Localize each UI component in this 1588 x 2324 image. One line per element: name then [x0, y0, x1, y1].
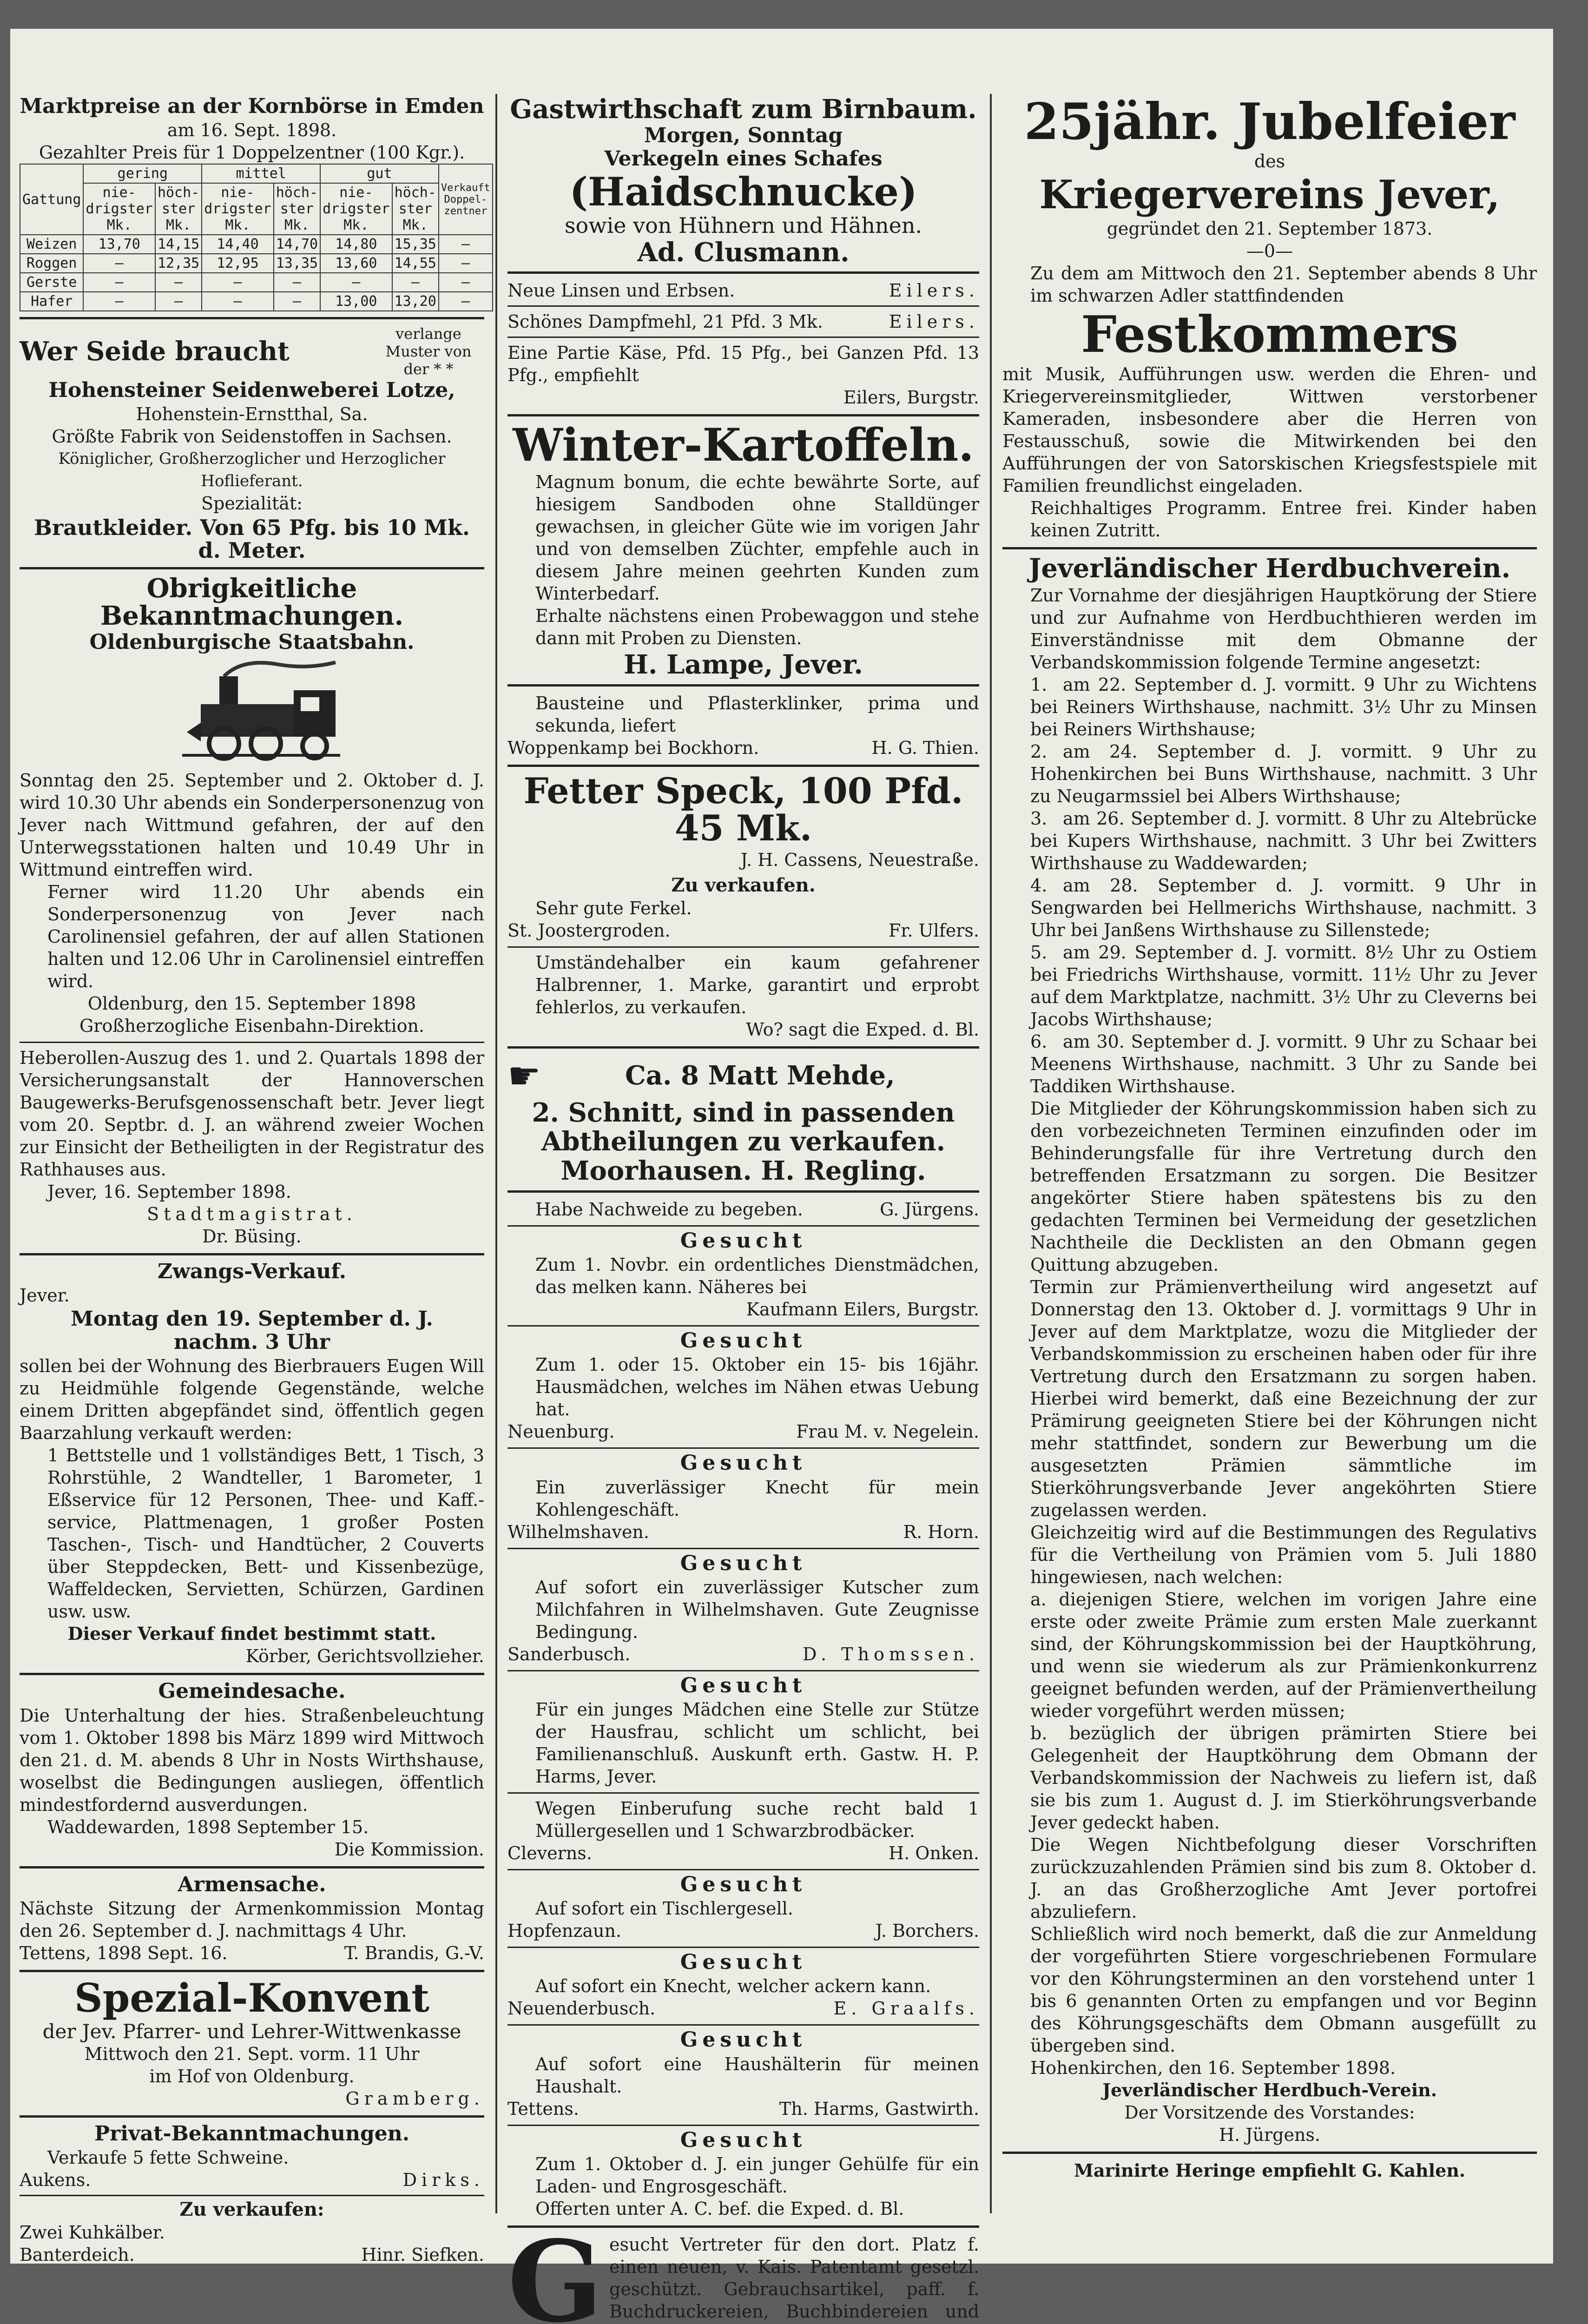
wanted-title: Gesucht: [680, 1229, 807, 1253]
silk-line: Königlicher, Großherzoglicher und Herzoglicher Hoflieferant.: [58, 449, 446, 491]
forced-sale-place: Jever.: [20, 1285, 70, 1306]
jubilee-title: 25jähr. Jubelfeier: [1024, 92, 1516, 151]
divider: [507, 1225, 979, 1227]
table-cell: —: [274, 292, 320, 311]
piglets-place: St. Joostergroden.: [507, 920, 671, 941]
birnbaum-title: Gastwirthschaft zum Birnbaum.: [510, 94, 977, 125]
term-text: am 29. September d. J. vormitt. 8½ Uhr zu Ostiem bei Friedrichs Wirthshause, vormitt. 11½ Uhr zu Jever auf dem Marktplatze, nachmitt. 3½ Uhr zu Cleverns bei Jacobs Wirthshause;: [1030, 942, 1537, 1030]
community-title: Gemeindesache.: [158, 1679, 346, 1703]
table-cell: —: [202, 292, 274, 311]
jubilee-paragraph: Zu dem am Mittwoch den 21. September abends 8 Uhr im schwarzen Adler stattfindenden: [1030, 263, 1537, 306]
divider: [507, 1792, 979, 1794]
wanted-signature: E. Graalfs.: [833, 1998, 979, 2019]
wanted-advert: [507, 1874, 979, 1942]
term-number: 2.: [1030, 741, 1048, 762]
pasture-line: Habe Nachweide zu begeben.: [535, 1199, 803, 1220]
wanted-title: Gesucht: [680, 2028, 807, 2052]
herdbook-signature: Jeverländischer Herdbuch-Verein.: [1102, 2079, 1437, 2100]
table-cell: —: [83, 273, 155, 292]
term-number: 5.: [1030, 942, 1048, 963]
private-signature: Dirks.: [402, 2170, 484, 2191]
table-cell: —: [83, 254, 155, 273]
wanted-title: Gesucht: [680, 1329, 807, 1353]
table-cell: —: [202, 273, 274, 292]
bacon-signature: J. H. Cassens, Neuestraße.: [740, 849, 979, 870]
private-place: Aukens.: [20, 2170, 91, 2191]
wanted-title: Gesucht: [680, 1673, 807, 1697]
piglets-title: Zu verkaufen.: [671, 874, 816, 896]
herdbook-paragraph: Gleichzeitig wird auf die Bestimmungen des Regulativs für die Vertheilung von Prämien vom 5. Juli 1880 hingewiesen, nach welchen:: [1030, 1522, 1537, 1587]
wanted-title: Gesucht: [680, 1551, 807, 1575]
jubilee-paragraph: mit Musik, Aufführungen usw. werden die Ehren- und Kriegervereinsmitglieder, Wittwen verstorbener Kameraden, insbesondere aber die Herren von Festausschuß, sowie die Mitwirkenden bei den Aufführungen der von Satorskischen Kriegsfestspiele mit Familien freundlichst eingeladen.: [1002, 363, 1537, 496]
table-cell: 13,00: [320, 292, 392, 311]
bicycle-paragraph: Umständehalber ein kaum gefahrener Halbrenner, 1. Marke, garantirt und erprobt fehlerlos, zu verkaufen.: [535, 952, 979, 1017]
divider: [507, 684, 979, 687]
silk-advert: [20, 325, 484, 561]
community-date: Waddewarden, 1898 September 15.: [47, 1816, 369, 1837]
column-rule-1: [495, 94, 497, 2213]
heberollen-signature: Dr. Büsing.: [202, 1226, 302, 1247]
wanted-reference: Offerten unter A. C. bef. die Exped. d. Bl.: [535, 2198, 904, 2219]
wanted-paragraph: Zum 1. oder 15. Oktober ein 15- bis 16jähr. Hausmädchen, welches im Nähen etwas Uebung hat.: [535, 1354, 979, 1420]
herdbook-date: Hohenkirchen, den 16. September 1898.: [1030, 2057, 1396, 2078]
wanted-advert: [507, 1452, 979, 1543]
table-cell: Roggen: [20, 254, 83, 273]
term-number: 4.: [1030, 875, 1048, 896]
silk-title: Wer Seide braucht: [20, 336, 290, 367]
column-rule-2: [990, 94, 992, 2213]
forced-sale-paragraph: sollen bei der Wohnung des Bierbrauers Eugen Will zu Heidmühle folgende Gegenstände, welche einem Dritten abgepfändet sind, öffentlich gegen Baarzahlung verkauft werden:: [20, 1356, 484, 1444]
divider: [507, 2125, 979, 2126]
column-3: [1002, 94, 1537, 2186]
table-cell: 14,70: [274, 235, 320, 254]
bicycle-advert: [507, 951, 979, 1041]
private-notices-title: Privat-Bekanntmachungen.: [94, 2121, 410, 2146]
jubilee-paragraph: Reichhaltiges Programm. Entree frei. Kinder haben keinen Zutritt.: [1030, 497, 1537, 541]
eilers-signature: Eilers.: [889, 280, 979, 301]
wanted-signature: D. Thomssen.: [802, 1644, 979, 1664]
convent-line: im Hof von Oldenburg.: [149, 2066, 355, 2086]
herdbook-clause: b. bezüglich der übrigen prämirten Stiere bei Gelegenheit der Hauptköhrung dem Obmann der Verbandskommission der Nachweis zu liefern ist, daß sie bis zum 1. August d. J. im Stierköhrungsverbande Jever gedeckt haben.: [1030, 1723, 1537, 1833]
wanted-signature: Th. Harms, Gastwirth.: [779, 2098, 979, 2119]
divider: [507, 1869, 979, 1870]
eilers-item: Schönes Dampfmehl, 21 Pfd. 3 Mk.: [507, 311, 823, 332]
table-cell: 15,35: [392, 235, 439, 254]
herdbook-signature: H. Jürgens.: [1219, 2124, 1321, 2145]
official-notices-title: Obrigkeitliche Bekanntmachungen.: [100, 573, 404, 631]
private-line: Verkaufe 5 fette Schweine.: [47, 2147, 289, 2168]
divider: [507, 1190, 979, 1193]
piglets-line: Sehr gute Ferkel.: [535, 898, 692, 918]
poor-relief-signature: T. Brandis, G.-V.: [344, 1942, 484, 1963]
divider: [20, 1042, 484, 1043]
potato-signature: H. Lampe, Jever.: [624, 649, 863, 680]
bacon-title: Fetter Speck, 100 Pfd. 45 Mk.: [523, 770, 963, 849]
wanted-signature: H. Onken.: [889, 1842, 979, 1863]
wanted-signature: Frau M. v. Negelein.: [796, 1421, 979, 1442]
silk-headline: Brautkleider. Von 65 Pfg. bis 10 Mk. d. Meter.: [34, 515, 470, 563]
table-subheader: nie-drigster Mk.: [202, 183, 274, 235]
herdbook-paragraph: Schließlich wird noch bemerkt, daß die zur Anmeldung der vorgeführten Stiere vorgeschriebenen Formulare vor den Köhrungsterminen an den vorstehend unter 1 bis 6 genannten Orten zu empfangen und vor Beginn des Köhrungsgeschäfts dem Obmann ausgefüllt zu übergeben sind.: [1030, 1923, 1537, 2056]
meadow-signature: Moorhausen. H. Regling.: [560, 1155, 926, 1187]
table-row: [20, 254, 493, 273]
bricks-paragraph: Bausteine und Pflasterklinker, prima und sekunda, liefert: [535, 693, 979, 736]
table-header: Gattung: [20, 164, 83, 235]
community-signature: Die Kommission.: [334, 1839, 484, 1860]
community-paragraph: Die Unterhaltung der hies. Straßenbeleuchtung vom 1. Oktober 1898 bis März 1899 wird Mittwoch den 21. d. M. abends 8 Uhr in Nosts Wirthshause, woselbst die Bedingungen ausliegen, öffentlich mindestfordernd ausverdungen.: [20, 1705, 484, 1815]
divider: [507, 271, 979, 274]
wanted-signature: J. Borchers.: [875, 1921, 979, 1941]
herdbook-title: Jeverländischer Herdbuchverein.: [1028, 553, 1511, 584]
eilers-adverts: [507, 279, 979, 409]
convent-signature: Gramberg.: [345, 2088, 484, 2109]
wanted-advert: [507, 1675, 979, 1788]
divider: [20, 2115, 484, 2118]
silk-side-note: verlange Muster von der * *: [385, 325, 472, 378]
wanted-paragraph: Zum 1. Oktober d. J. ein junger Gehülfe für ein Laden- und Engrosgeschäft.: [535, 2153, 979, 2197]
bricks-place: Woppenkamp bei Bockhorn.: [507, 738, 759, 759]
divider: [507, 765, 979, 767]
bricks-advert: [507, 692, 979, 759]
table-cell: Gerste: [20, 273, 83, 292]
divider: [1002, 547, 1537, 549]
divider: [1002, 2152, 1537, 2154]
meadow-line: Abtheilungen zu verkaufen.: [541, 1126, 946, 1157]
wanted-place: Wilhelmshaven.: [507, 1521, 649, 1542]
market-prices-notice: [20, 94, 490, 311]
market-prices-title: Marktpreise an der Kornbörse in Emden: [20, 94, 484, 118]
for-sale-signature: Hinr. Siefken.: [361, 2245, 484, 2265]
term-number: 6.: [1030, 1031, 1048, 1052]
jubilee-advert: [1002, 92, 1537, 541]
wanted-place: Sanderbusch.: [507, 1644, 631, 1664]
wanted-place: Hopfenzaun.: [507, 1921, 622, 1941]
herdbook-paragraph: Zur Vornahme der diesjährigen Hauptkörung der Stiere und zur Aufnahme von Herdbuchthieren werden im Einverständnisse mit dem Obmanne der Verbandskommission folgende Termine angesetzt:: [1030, 585, 1537, 673]
market-prices-table: [20, 164, 493, 311]
table-cell: Weizen: [20, 235, 83, 254]
herdbook-paragraph: Termin zur Prämienvertheilung wird angesetzt auf Donnerstag den 13. Oktober d. J. vormittags 9 Uhr in Jever auf dem Marktplatze, wozu die Mitglieder der Verbandskommission zu erscheinen haben oder für ihre Vertretung durch den Ersatzmann zu sorgen haben. Hierbei wird bemerkt, daß eine Bezeichnung der zur Prämirung geeigneten Stiere bei der Köhrungen nicht mehr stattfindet, sondern zur Bewerbung um die ausgesetzten Prämien sämmtliche im Stierköhrungsverbande Jever angeköhrten Stiere zugelassen werden.: [1030, 1276, 1537, 1520]
poor-relief-title: Armensache.: [178, 1872, 326, 1896]
divider: [20, 1866, 484, 1868]
table-header: mittel: [202, 164, 320, 183]
convent-title: Spezial-Konvent: [74, 1974, 430, 2021]
poor-relief-date: Tettens, 1898 Sept. 16.: [20, 1942, 228, 1963]
table-cell: —: [83, 292, 155, 311]
for-sale-title: Zu verkaufen:: [179, 2199, 324, 2221]
table-cell: 14,40: [202, 235, 274, 254]
jubilee-club: Kriegervereins Jever,: [1039, 172, 1500, 218]
wanted-paragraph: Zum 1. Novbr. ein ordentliches Dienstmädchen, das melken kann. Näheres bei: [535, 1254, 979, 1298]
herdbook-term: [1030, 807, 1537, 874]
divider: [507, 305, 979, 307]
wanted-paragraph: Auf sofort eine Haushälterin für meinen Haushalt.: [535, 2053, 979, 2097]
herring-line: Marinirte Heringe empfiehlt G. Kahlen.: [1074, 2159, 1466, 2181]
forced-sale-title: Zwangs-Verkauf.: [157, 1259, 347, 1283]
potato-title: Winter-Kartoffeln.: [513, 419, 974, 472]
railway-title: Oldenburgische Staatsbahn.: [89, 630, 415, 654]
table-cell: —: [320, 273, 392, 292]
divider: [20, 1970, 484, 1972]
term-number: 3.: [1030, 808, 1048, 829]
divider: [507, 1447, 979, 1449]
wanted-place: Neuenderbusch.: [507, 1998, 656, 2019]
column-2: [507, 94, 979, 2324]
table-cell: —: [439, 254, 493, 273]
wanted-paragraph: Für ein junges Mädchen eine Stelle zur Stütze der Hausfrau, schlicht um schlicht, bei Familienanschluß. Auskunft erth. Gastw. H. P. Harms, Jever.: [535, 1699, 979, 1787]
divider: [507, 946, 979, 948]
forced-sale-bold: Dieser Verkauf findet bestimmt statt.: [67, 1623, 436, 1644]
market-prices-date: am 16. Sept. 1898.: [167, 120, 337, 141]
table-row: [20, 292, 493, 311]
table-subheader: nie-drigster Mk.: [83, 183, 155, 235]
wanted-paragraph: Ein zuverlässiger Knecht für mein Kohlengeschäft.: [535, 1477, 979, 1520]
piglets-advert: [507, 876, 979, 942]
table-header: gering: [83, 164, 202, 183]
divider: [20, 567, 484, 569]
private-notices: [20, 2123, 484, 2266]
table-row: [20, 235, 493, 254]
meadow-line: 2. Schnitt, sind in passenden: [532, 1097, 955, 1128]
table-cell: 13,70: [83, 235, 155, 254]
birnbaum-line: Morgen, Sonntag: [644, 123, 843, 147]
table-cell: —: [155, 273, 202, 292]
jubilee-separator: —0—: [1246, 240, 1293, 261]
divider: [507, 1670, 979, 1671]
market-prices-subtitle: Gezahlter Preis für 1 Doppelzentner (100 Kgr.).: [39, 142, 465, 163]
eilers-item: Neue Linsen und Erbsen.: [507, 280, 735, 301]
wanted-paragraph: Auf sofort ein Tischlergesell.: [535, 1898, 793, 1919]
convent-notice: [20, 1974, 484, 2110]
poor-relief-notice: [20, 1874, 484, 1964]
bicycle-reference: Wo? sagt die Exped. d. Bl.: [746, 1019, 979, 1040]
divider: [507, 1325, 979, 1327]
potato-paragraph: Magnum bonum, die echte bewährte Sorte, auf hiesigem Sandboden ohne Stalldünger gewachsen, in gleicher Güte wie im vorigen Jahr und von demselben Züchter, empfehle auch in diesem Jahre meinen geehrten Kunden zum Winterbedarf.: [535, 472, 979, 604]
wanted-place: Tettens.: [507, 2098, 579, 2119]
divider: [507, 1046, 979, 1049]
official-notices: [20, 575, 484, 1037]
jubilee-founded: gegründet den 21. September 1873.: [1107, 218, 1433, 239]
table-header: gut: [320, 164, 439, 183]
divider: [507, 337, 979, 338]
term-text: am 22. September d. J. vormitt. 9 Uhr zu Wichtens bei Reiners Wirthshause, nachmitt. 3½ Uhr zu Minsen bei Reiners Wirthshause;: [1030, 674, 1537, 739]
convent-line: Mittwoch den 21. Sept. vorm. 11 Uhr: [84, 2043, 420, 2064]
herdbook-paragraph: Die Wegen Nichtbefolgung dieser Vorschriften zurückzuzahlenden Prämien sind bis zum 8. Oktober d. J. an das Großherzogliche Amt Jever portofrei abzuliefern.: [1030, 1834, 1537, 1922]
forced-sale-items: 1 Bettstelle und 1 vollständiges Bett, 1 Tisch, 3 Rohrstühle, 2 Wandteller, 1 Barometer, 1 Eßservice für 12 Personen, Thee- und Kaff.-service, Plattmenagen, 1 großer Posten Taschen-, Tisch- und Handtücher, 2 Couverts über Steppdecken, Bett- und Kissenbezüge, Waffeldecken, Servietten, Schürzen, Gardinen usw. usw.: [47, 1445, 484, 1622]
wanted-advert: [507, 1330, 979, 1443]
herdbook-term: [1030, 740, 1537, 807]
term-text: am 28. September d. J. vormitt. 9 Uhr in Sengwarden bei Hellmerichs Wirthshause, nachmitt. 3 Uhr bei Janßens Wirthshause zu Sillenstede;: [1030, 875, 1537, 940]
table-header: Verkauft Doppel-zentner: [439, 164, 493, 235]
wanted-advert: [507, 1797, 979, 1864]
potato-advert: [507, 419, 979, 680]
meadow-advert: [507, 1054, 979, 1185]
silk-place: Hohenstein-Ernstthal, Sa.: [136, 404, 368, 425]
locomotive-icon: [154, 658, 349, 765]
wanted-title: Gesucht: [680, 2128, 807, 2152]
table-cell: 13,60: [320, 254, 392, 273]
for-sale-place: Banterdeich.: [20, 2245, 135, 2265]
herdbook-notice: [1002, 555, 1537, 2146]
eilers-item: Eine Partie Käse, Pfd. 15 Pfg., bei Ganzen Pfd. 13 Pfg., empfiehlt: [507, 343, 979, 386]
table-cell: 12,35: [155, 254, 202, 273]
wanted-paragraph: Auf sofort ein zuverlässiger Kutscher zum Milchfahren in Wilhelmshaven. Gute Zeugnisse Bedingung.: [535, 1577, 979, 1642]
forced-sale-signature: Körber, Gerichtsvollzieher.: [245, 1646, 484, 1667]
divider: [507, 2024, 979, 2026]
wanted-title: Gesucht: [680, 1950, 807, 1974]
wanted-title: Gesucht: [680, 1451, 807, 1475]
herdbook-term: [1030, 673, 1537, 740]
herdbook-clause: a. diejenigen Stiere, welchen im vorigen Jahre eine erste oder zweite Prämie zum ersten Male zuerkannt sind, der Köhrungskommission bei der Hauptköhrung, und wenn sie wiederum als zur Prämienkonkurrenz geeignet befunden werden, auf der Prämienvertheilung wieder vorgeführt werden müssen;: [1030, 1589, 1537, 1721]
wanted-signature: Kaufmann Eilers, Burgstr.: [746, 1299, 979, 1320]
pasture-signature: G. Jürgens.: [880, 1199, 979, 1220]
heberollen-notice: [20, 1047, 484, 1248]
birnbaum-headline: (Haidschnucke): [569, 169, 917, 215]
column-1: [20, 94, 490, 2271]
pasture-advert: [507, 1198, 979, 1221]
railway-paragraph: Ferner wird 11.20 Uhr abends ein Sonderpersonenzug von Jever nach Carolinensiel gefahren, der auf allen Stationen halten und 12.06 Uhr in Carolinensiel eintreffen wird.: [47, 881, 484, 991]
jubilee-des: des: [1254, 151, 1285, 172]
jubilee-festkommers: Festkommers: [1081, 305, 1458, 364]
table-cell: Hafer: [20, 292, 83, 311]
table-cell: —: [439, 292, 493, 311]
birnbaum-signature: Ad. Clusmann.: [637, 237, 850, 268]
herdbook-paragraph: Die Mitglieder der Köhrungskommission haben sich zu den vorbezeichneten Terminen einzufinden oder im Behinderungsfalle für ihre Vertretung durch den betreffenden Ersatzmann zu sorgen. Die Besitzer angekörter Stiere haben spätestens bis zu den gedachten Terminen bei Vermeidung der gesetzlichen Nachtheile die Decklisten an den Obmann gegen Quittung abzugeben.: [1030, 1098, 1537, 1275]
term-text: am 24. September d. J. vormitt. 9 Uhr zu Hohenkirchen bei Buns Wirthshause, nachmitt. 3 Uhr zu Neugarmssiel bei Albers Wirthshause;: [1030, 741, 1537, 806]
divider: [507, 1548, 979, 1549]
table-cell: —: [392, 273, 439, 292]
wanted-signature: R. Horn.: [903, 1521, 979, 1542]
table-cell: —: [155, 292, 202, 311]
table-cell: —: [439, 273, 493, 292]
forced-sale-date: Montag den 19. September d. J.: [71, 1307, 433, 1331]
heberollen-signature: Stadtmagistrat.: [147, 1203, 357, 1224]
silk-line: Spezialität:: [201, 493, 303, 514]
table-subheader: höch-ster Mk.: [392, 183, 439, 235]
table-cell: 13,20: [392, 292, 439, 311]
wanted-place: Neuenburg.: [507, 1421, 615, 1442]
table-cell: —: [274, 273, 320, 292]
bricks-signature: H. G. Thien.: [871, 738, 979, 759]
meadow-line: Ca. 8 Matt Mehde,: [625, 1060, 895, 1091]
bacon-advert: [507, 772, 979, 871]
table-row: [20, 273, 493, 292]
initial-letter: G: [507, 2216, 603, 2324]
wanted-advert: [507, 1952, 979, 2020]
heberollen-date: Jever, 16. September 1898.: [47, 1181, 291, 1202]
table-cell: 14,80: [320, 235, 392, 254]
birnbaum-advert: [507, 96, 979, 266]
herdbook-term: [1030, 874, 1537, 941]
table-subheader: höch-ster Mk.: [155, 183, 202, 235]
wanted-paragraph: Auf sofort ein Knecht, welcher ackern kann.: [535, 1976, 931, 1997]
railway-date: Oldenburg, den 15. September 1898: [87, 993, 416, 1014]
wanted-advert: [507, 2130, 979, 2220]
divider: [507, 1947, 979, 1948]
wanted-paragraph: Wegen Einberufung suche recht bald 1 Müllergesellen und 1 Schwarzbrodbäcker.: [535, 1798, 979, 1841]
eilers-signature: Eilers.: [889, 311, 979, 332]
table-subheader: nie-drigster Mk.: [320, 183, 392, 235]
for-sale-line: Zwei Kuhkälber.: [20, 2222, 165, 2243]
poor-relief-paragraph: Nächste Sitzung der Armenkommission Montag den 26. September d. J. nachmittags 4 Uhr.: [20, 1898, 484, 1941]
wanted-title: Gesucht: [680, 1872, 807, 1896]
pointing-hand-icon: ☛: [507, 1054, 541, 1097]
forced-sale-notice: [20, 1261, 484, 1668]
wanted-place: Cleverns.: [507, 1842, 592, 1863]
divider: [507, 414, 979, 416]
eilers-signature: Eilers, Burgstr.: [843, 387, 979, 408]
agent-wanted-advert: [507, 2216, 979, 2324]
potato-paragraph: Erhalte nächstens einen Probewaggon und stehe dann mit Proben zu Diensten.: [535, 606, 979, 649]
railway-signature: Großherzogliche Eisenbahn-Direktion.: [79, 1015, 425, 1036]
birnbaum-line: sowie von Hühnern und Hähnen.: [564, 213, 922, 238]
birnbaum-line: Verkegeln eines Schafes: [604, 146, 883, 171]
community-notice: [20, 1681, 484, 1860]
table-cell: —: [439, 235, 493, 254]
convent-line: der Jev. Pfarrer- und Lehrer-Wittwenkasse: [42, 2020, 461, 2043]
newspaper-page: [10, 29, 1553, 2324]
divider: [20, 1673, 484, 1675]
term-text: am 26. September d. J. vormitt. 8 Uhr zu Altebrücke bei Kupers Wirthshause, nachmitt. 3 Uhr bei Zwitters Wirthshause zu Waddewarden;: [1030, 808, 1537, 873]
herdbook-term: [1030, 1030, 1537, 1097]
heberollen-paragraph: Heberollen-Auszug des 1. und 2. Quartals 1898 der Versicherungsanstalt der Hannoverschen Baugewerks-Berufsgenossenschaft betr. Jever liegt vom 20. Septbr. d. J. an während zweier Wochen zur Einsicht der Betheiligten in der Registratur des Rathhauses aus.: [20, 1047, 484, 1180]
table-cell: 12,95: [202, 254, 274, 273]
table-cell: 14,55: [392, 254, 439, 273]
forced-sale-time: nachm. 3 Uhr: [174, 1330, 330, 1354]
wanted-advert: [507, 2029, 979, 2119]
term-text: am 30. September d. J. vormitt. 9 Uhr zu Schaar bei Meenens Wirthshause, nachmitt. 3 Uhr zu Sande bei Taddiken Wirthshause.: [1030, 1031, 1537, 1096]
piglets-signature: Fr. Ulfers.: [889, 920, 979, 941]
silk-firm: Hohensteiner Seidenweberei Lotze,: [48, 378, 455, 403]
divider: [20, 2195, 484, 2196]
table-cell: 13,35: [274, 254, 320, 273]
herdbook-signature: Der Vorsitzende des Vorstandes:: [1124, 2102, 1415, 2123]
table-subheader: höch-ster Mk.: [274, 183, 320, 235]
table-cell: 14,15: [155, 235, 202, 254]
divider: [20, 317, 484, 319]
term-number: 1.: [1030, 674, 1048, 695]
herring-advert: [1002, 2159, 1537, 2182]
railway-paragraph: Sonntag den 25. September und 2. Oktober d. J. wird 10.30 Uhr abends ein Sonderpersonenzug von Jever nach Wittmund gefahren, der auf den Unterwegsstationen halten und 10.49 Uhr in Wittmund eintreffen wird.: [20, 770, 484, 880]
wanted-advert: [507, 1553, 979, 1665]
wanted-advert: [507, 1230, 979, 1320]
silk-line: Größte Fabrik von Seidenstoffen in Sachsen.: [52, 426, 452, 447]
divider: [20, 1253, 484, 1255]
herdbook-term: [1030, 941, 1537, 1030]
agent-wanted-paragraph: esucht Vertreter für den dort. Platz f. einen neuen, v. Kais. Patentamt gesetzl. geschützt. Gebrauchsartikel, paff. f. Buchdruckereien, Buchbindereien und: [609, 2234, 979, 2322]
